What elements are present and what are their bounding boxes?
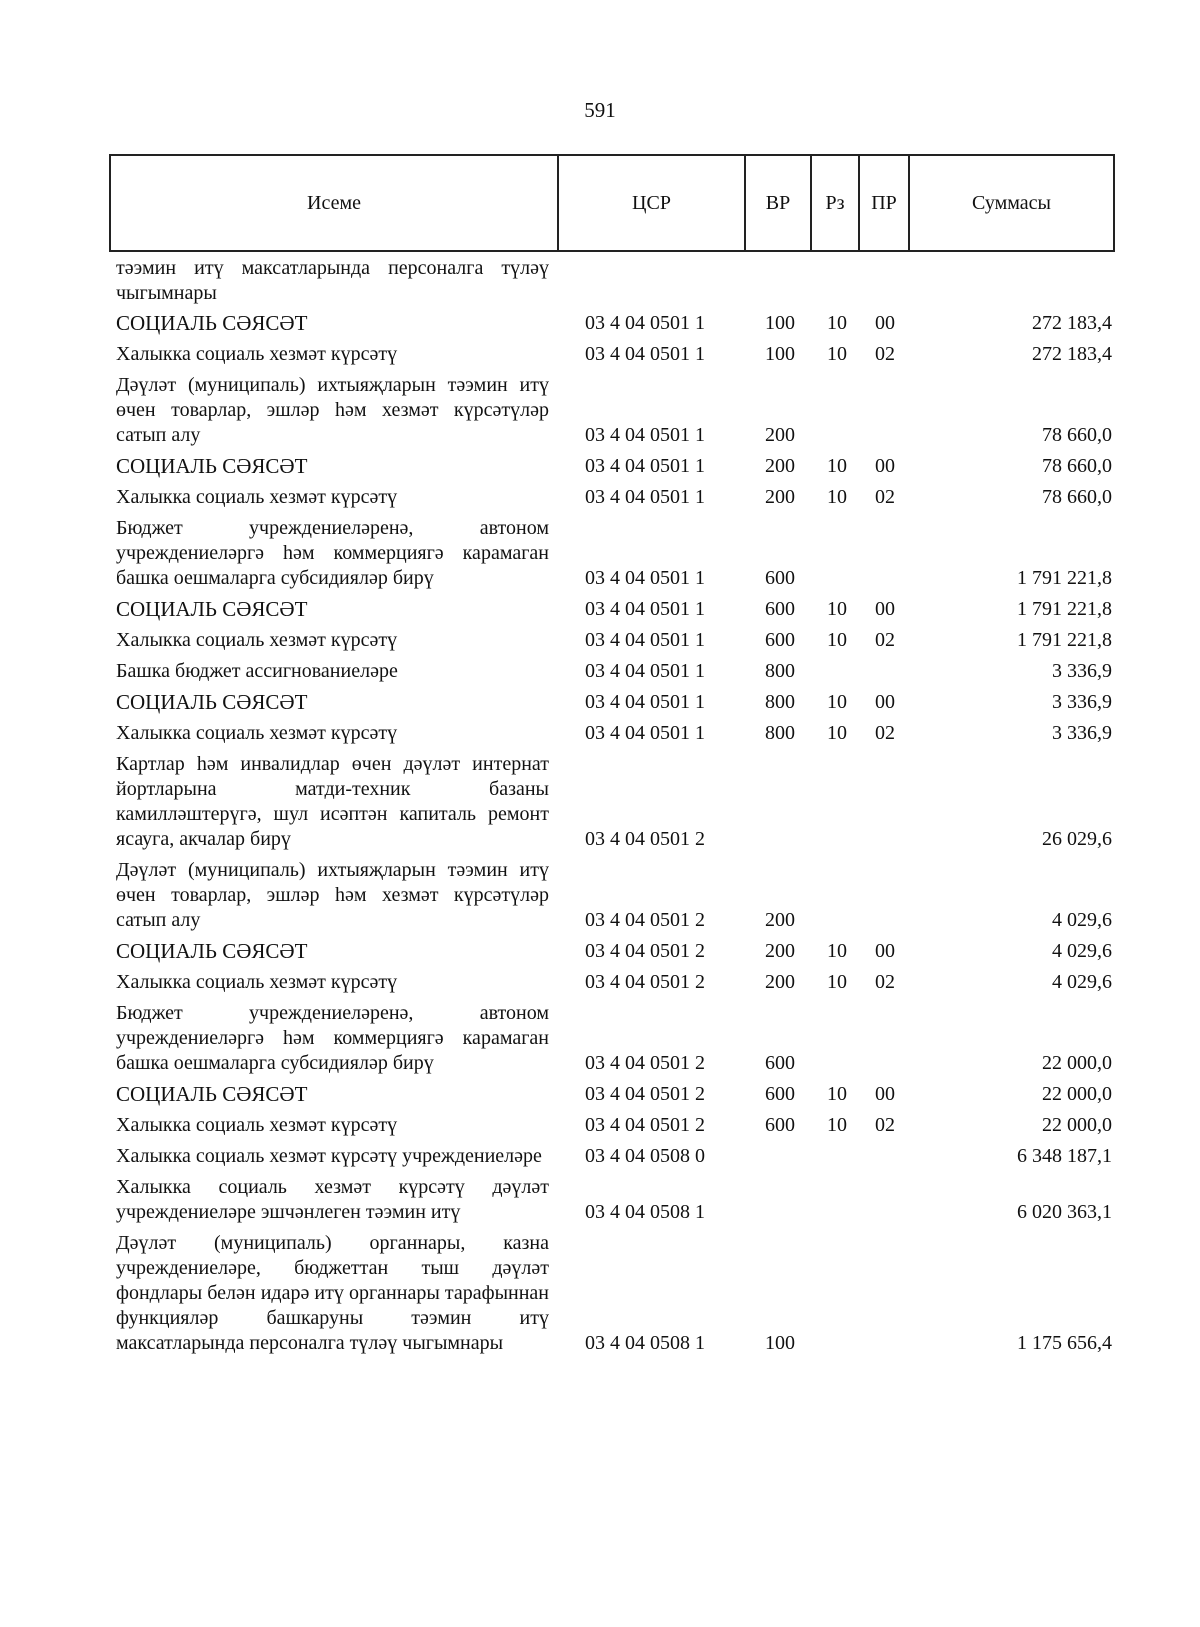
row-name: СОЦИАЛЬ СӘЯСӘТ (116, 311, 308, 335)
row-vr: 600 (765, 1083, 795, 1105)
row-rz: 10 (827, 940, 847, 962)
row-csr: 03 4 04 0508 1 (585, 1201, 705, 1223)
row-csr: 03 4 04 0501 2 (585, 1114, 705, 1136)
row-vr: 200 (765, 940, 795, 962)
table-row (116, 1231, 1112, 1356)
row-pr: 02 (875, 343, 895, 365)
page-number: 591 (584, 98, 616, 122)
table-row (116, 721, 1112, 746)
row-rz: 10 (827, 1083, 847, 1105)
table-header (109, 154, 1115, 252)
row-name: СОЦИАЛЬ СӘЯСӘТ (116, 597, 308, 621)
row-sum: 22 000,0 (1042, 1114, 1112, 1136)
table-row (116, 939, 1112, 964)
row-sum: 22 000,0 (1042, 1083, 1112, 1105)
row-csr: 03 4 04 0508 1 (585, 1332, 705, 1354)
table-row (116, 1175, 1112, 1225)
row-name: Халыкка социаль хезмәт күрсәтү (116, 1114, 398, 1136)
row-sum: 6 020 363,1 (1017, 1201, 1112, 1223)
row-csr: 03 4 04 0501 2 (585, 971, 705, 993)
row-vr: 600 (765, 629, 795, 651)
row-csr: 03 4 04 0508 0 (585, 1145, 705, 1167)
row-vr: 800 (765, 722, 795, 744)
row-name: Халыкка социаль хезмәт күрсәтү (116, 343, 398, 365)
table-row (116, 485, 1112, 510)
row-csr: 03 4 04 0501 1 (585, 629, 705, 651)
header-name: Исеме (111, 156, 559, 250)
row-vr: 100 (765, 343, 795, 365)
row-sum: 1 791 221,8 (1017, 567, 1112, 589)
table-row (116, 256, 1112, 306)
row-vr: 800 (765, 660, 795, 682)
row-name: Картлар һәм инвалидлар өчен дәүләт интернат йортларына матди-техник базаны камилләштерүгә, шул исәптән капиталь ремонт ясауга, акчалар бирү (116, 753, 549, 850)
row-rz: 10 (827, 722, 847, 744)
table-row (116, 342, 1112, 367)
table-row (116, 659, 1112, 684)
row-csr: 03 4 04 0501 1 (585, 567, 705, 589)
table-row (116, 628, 1112, 653)
table-row (116, 1082, 1112, 1107)
row-vr: 100 (765, 1332, 795, 1354)
header-vr: ВР (746, 156, 812, 250)
row-name: Дәүләт (муниципаль) органнары, казна учреждениеләре, бюджеттан тыш дәүләт фондлары белән идарә итү органнары тарафыннан функцияләр башкаруны тәэмин итү максатларында персоналга түләү чыгымнары (116, 1232, 549, 1354)
row-csr: 03 4 04 0501 1 (585, 598, 705, 620)
row-name: СОЦИАЛЬ СӘЯСӘТ (116, 939, 308, 963)
header-csr: ЦСР (559, 156, 746, 250)
row-name: Бюджет учреждениеләренә, автоном учреждениеләргә һәм коммерциягә карамаган башка оешмаларга субсидияләр бирү (116, 1002, 549, 1074)
row-rz: 10 (827, 455, 847, 477)
row-rz: 10 (827, 971, 847, 993)
row-name: СОЦИАЛЬ СӘЯСӘТ (116, 454, 308, 478)
table-body (116, 256, 1112, 1356)
row-csr: 03 4 04 0501 1 (585, 722, 705, 744)
row-sum: 6 348 187,1 (1017, 1145, 1112, 1167)
table-row (116, 1001, 1112, 1076)
row-sum: 272 183,4 (1032, 343, 1112, 365)
table-row (116, 970, 1112, 995)
row-vr: 800 (765, 691, 795, 713)
row-sum: 78 660,0 (1042, 424, 1112, 446)
row-name: тәэмин итү максатларында персоналга түләү чыгымнары (116, 257, 549, 304)
row-pr: 02 (875, 486, 895, 508)
table-row (116, 752, 1112, 852)
row-csr: 03 4 04 0501 1 (585, 455, 705, 477)
row-csr: 03 4 04 0501 2 (585, 1052, 705, 1074)
row-vr: 100 (765, 312, 795, 334)
row-name: Халыкка социаль хезмәт күрсәтү (116, 722, 398, 744)
row-sum: 1 791 221,8 (1017, 598, 1112, 620)
row-vr: 200 (765, 909, 795, 931)
row-sum: 3 336,9 (1052, 691, 1112, 713)
row-name: Дәүләт (муниципаль) ихтыяҗларын тәэмин итү өчен товарлар, эшләр һәм хезмәт күрсәтүләр сатып алу (116, 859, 549, 931)
row-name: СОЦИАЛЬ СӘЯСӘТ (116, 690, 308, 714)
row-csr: 03 4 04 0501 1 (585, 312, 705, 334)
header-sum: Суммасы (972, 191, 1051, 214)
row-csr: 03 4 04 0501 1 (585, 660, 705, 682)
row-sum: 3 336,9 (1052, 660, 1112, 682)
row-csr: 03 4 04 0501 1 (585, 691, 705, 713)
row-sum: 3 336,9 (1052, 722, 1112, 744)
row-rz: 10 (827, 343, 847, 365)
row-vr: 200 (765, 486, 795, 508)
row-pr: 00 (875, 1083, 895, 1105)
row-name: Бюджет учреждениеләренә, автоном учреждениеләргә һәм коммерциягә карамаган башка оешмаларга субсидияләр бирү (116, 517, 549, 589)
table-row (116, 1113, 1112, 1138)
header-pr: ПР (860, 156, 910, 250)
row-name: Халыкка социаль хезмәт күрсәтү (116, 486, 398, 508)
row-vr: 600 (765, 567, 795, 589)
row-csr: 03 4 04 0501 1 (585, 343, 705, 365)
row-sum: 22 000,0 (1042, 1052, 1112, 1074)
table-row (116, 454, 1112, 479)
row-pr: 00 (875, 455, 895, 477)
row-rz: 10 (827, 486, 847, 508)
table-row (116, 597, 1112, 622)
row-sum: 272 183,4 (1032, 312, 1112, 334)
table-row (116, 373, 1112, 448)
row-name: Башка бюджет ассигнованиеләре (116, 660, 398, 682)
row-csr: 03 4 04 0501 2 (585, 828, 705, 850)
row-pr: 00 (875, 691, 895, 713)
row-pr: 02 (875, 1114, 895, 1136)
row-pr: 00 (875, 940, 895, 962)
row-pr: 02 (875, 722, 895, 744)
row-csr: 03 4 04 0501 1 (585, 486, 705, 508)
row-rz: 10 (827, 598, 847, 620)
row-sum: 78 660,0 (1042, 455, 1112, 477)
row-sum: 4 029,6 (1052, 940, 1112, 962)
row-rz: 10 (827, 629, 847, 651)
row-csr: 03 4 04 0501 2 (585, 909, 705, 931)
row-sum: 4 029,6 (1052, 909, 1112, 931)
row-vr: 600 (765, 598, 795, 620)
row-vr: 200 (765, 455, 795, 477)
header-rz: Рз (812, 156, 860, 250)
row-csr: 03 4 04 0501 1 (585, 424, 705, 446)
table-row (116, 516, 1112, 591)
row-sum: 1 791 221,8 (1017, 629, 1112, 651)
table-row (116, 311, 1112, 336)
row-vr: 200 (765, 424, 795, 446)
row-name: Халыкка социаль хезмәт күрсәтү (116, 629, 398, 651)
row-name: Халыкка социаль хезмәт күрсәтү (116, 971, 398, 993)
row-pr: 00 (875, 598, 895, 620)
row-rz: 10 (827, 312, 847, 334)
row-name: Дәүләт (муниципаль) ихтыяҗларын тәэмин итү өчен товарлар, эшләр һәм хезмәт күрсәтүләр сатып алу (116, 374, 549, 446)
row-sum: 1 175 656,4 (1017, 1332, 1112, 1354)
row-name: Халыкка социаль хезмәт күрсәтү дәүләт учреждениеләре эшчәнлеген тәэмин итү (116, 1176, 549, 1223)
table-row (116, 690, 1112, 715)
row-vr: 600 (765, 1114, 795, 1136)
row-pr: 00 (875, 312, 895, 334)
row-sum: 4 029,6 (1052, 971, 1112, 993)
row-rz: 10 (827, 691, 847, 713)
row-rz: 10 (827, 1114, 847, 1136)
row-name: СОЦИАЛЬ СӘЯСӘТ (116, 1082, 308, 1106)
row-vr: 600 (765, 1052, 795, 1074)
table-row (116, 858, 1112, 933)
row-pr: 02 (875, 629, 895, 651)
row-vr: 200 (765, 971, 795, 993)
table-row (116, 1144, 1112, 1169)
row-name: Халыкка социаль хезмәт күрсәтү учреждениеләре (116, 1145, 542, 1167)
row-csr: 03 4 04 0501 2 (585, 940, 705, 962)
row-csr: 03 4 04 0501 2 (585, 1083, 705, 1105)
row-pr: 02 (875, 971, 895, 993)
row-sum: 26 029,6 (1042, 828, 1112, 850)
row-sum: 78 660,0 (1042, 486, 1112, 508)
